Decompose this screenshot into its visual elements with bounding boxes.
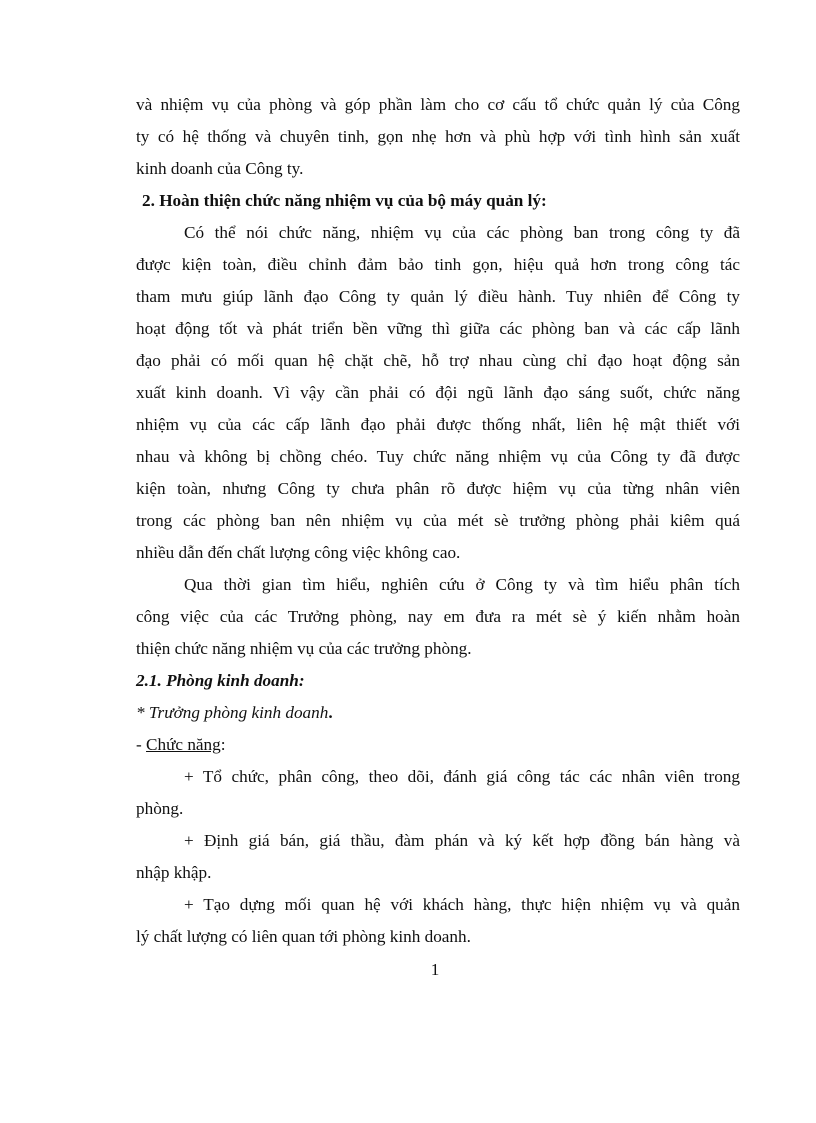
text-line: Qua thời gian tìm hiểu, nghiên cứu ở Công ty và tìm hiểu phân tích bbox=[184, 575, 740, 594]
text-line: trong các phòng ban nên nhiệm vụ của mét sè trưởng phòng phải kiêm quá bbox=[136, 511, 740, 530]
text-line: và nhiệm vụ của phòng và góp phần làm cho cơ cấu tổ chức quản lý của Công bbox=[136, 95, 740, 114]
bullet-line: lý chất lượng có liên quan tới phòng kinh doanh. bbox=[136, 927, 471, 946]
bullet-line: nhập khập. bbox=[136, 863, 212, 882]
text-line: công việc của các Trưởng phòng, nay em đưa ra mét sè ý kiến nhằm hoàn bbox=[136, 607, 740, 626]
role-title bbox=[136, 703, 740, 723]
bullet-line: phòng. bbox=[136, 799, 184, 818]
role-title-text: * Trưởng phòng kinh doanh bbox=[136, 703, 329, 722]
section-heading: 2. Hoàn thiện chức năng nhiệm vụ của bộ máy quản lý: bbox=[142, 191, 547, 210]
text-line: nhau và không bị chồng chéo. Tuy chức năng nhiệm vụ của Công ty đã được bbox=[136, 447, 740, 466]
bullet-line: + Tổ chức, phân công, theo dõi, đánh giá công tác các nhân viên trong bbox=[184, 767, 740, 786]
text-line: ty có hệ thống và chuyên tinh, gọn nhẹ hơn và phù hợp với tình hình sản xuất bbox=[136, 127, 740, 146]
text-line: nhiều dẫn đến chất lượng công việc không cao. bbox=[136, 543, 461, 562]
text-line: Có thể nói chức năng, nhiệm vụ của các phòng ban trong công ty đã bbox=[184, 223, 740, 242]
function-label-line bbox=[136, 735, 740, 755]
page-number: 1 bbox=[430, 960, 440, 979]
text-line: nhiệm vụ của các cấp lãnh đạo phải được thống nhất, liên hệ mật thiết với bbox=[136, 415, 740, 434]
text-line: hoạt động tốt và phát triển bền vững thì giữa các phòng ban và các cấp lãnh bbox=[136, 319, 740, 338]
text-line: tham mưu giúp lãnh đạo Công ty quản lý điều hành. Tuy nhiên để Công ty bbox=[136, 287, 740, 306]
function-label: Chức năng bbox=[146, 735, 221, 754]
text-line: được kiện toàn, điều chỉnh đảm bảo tinh gọn, hiệu quả hơn trong công tác bbox=[136, 255, 740, 274]
role-title-suffix: . bbox=[328, 703, 333, 722]
bullet-line: + Tạo dựng mối quan hệ với khách hàng, thực hiện nhiệm vụ và quản bbox=[184, 895, 740, 914]
text-line: xuất kinh doanh. Vì vậy cần phải có đội ngũ lãnh đạo sáng suốt, chức năng bbox=[136, 383, 740, 402]
text-line: đạo phải có mối quan hệ chặt chẽ, hỗ trợ nhau cùng chỉ đạo hoạt động sản bbox=[136, 351, 740, 370]
subsection-heading: 2.1. Phòng kinh doanh: bbox=[136, 671, 305, 690]
bullet-line: + Định giá bán, giá thầu, đàm phán và ký kết hợp đồng bán hàng và bbox=[184, 831, 740, 850]
text-line: kinh doanh của Công ty. bbox=[136, 159, 304, 178]
function-colon: : bbox=[220, 735, 226, 754]
text-line: kiện toàn, nhưng Công ty chưa phân rõ được hiệm vụ của từng nhân viên bbox=[136, 479, 740, 498]
text-line: thiện chức năng nhiệm vụ của các trưởng phòng. bbox=[136, 639, 472, 658]
function-dash: - bbox=[136, 735, 147, 754]
